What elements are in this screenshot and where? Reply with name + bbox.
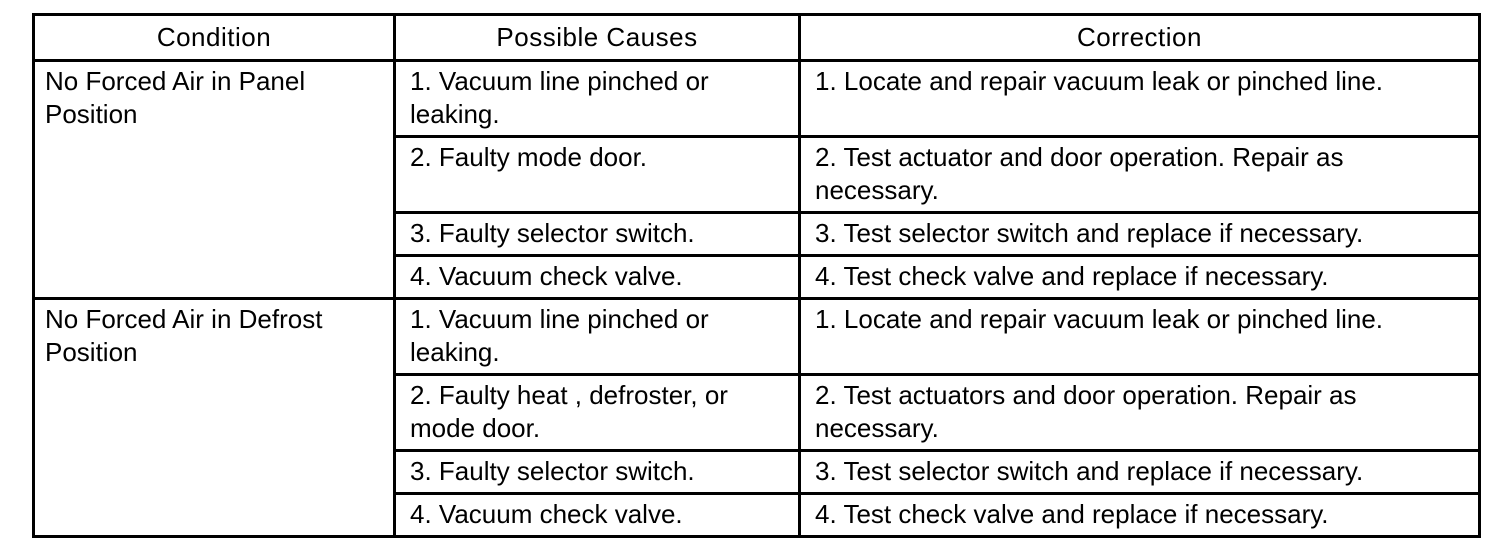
correction-text: 2. Test actuators and door operation. Repair as necessary. (815, 380, 1357, 443)
cause-text: 3. Faulty selector switch. (410, 456, 695, 486)
header-correction: Correction (800, 15, 1480, 61)
cause-text: 2. Faulty mode door. (410, 142, 648, 172)
correction-cell (800, 494, 1480, 537)
cause-text: 2. Faulty heat , defroster, or mode door. (410, 380, 728, 443)
correction-cell (800, 256, 1480, 299)
condition-cell (34, 299, 395, 537)
cause-cell (395, 213, 800, 256)
cause-cell (395, 256, 800, 299)
cause-cell (395, 137, 800, 213)
correction-cell (800, 61, 1480, 137)
cause-text: 1. Vacuum line pinched or leaking. (410, 304, 709, 367)
condition-text: No Forced Air in Panel Position (45, 66, 306, 129)
correction-text: 1. Locate and repair vacuum leak or pinched line. (815, 304, 1384, 334)
header-row (34, 15, 1480, 61)
diagnosis-table (32, 13, 1481, 538)
cause-text: 4. Vacuum check valve. (410, 261, 683, 291)
correction-cell (800, 137, 1480, 213)
header-possible-causes: Possible Causes (395, 15, 800, 61)
correction-cell (800, 299, 1480, 375)
table-row (34, 299, 1480, 375)
correction-text: 2. Test actuator and door operation. Repair as necessary. (815, 142, 1344, 205)
correction-text: 4. Test check valve and replace if necessary. (815, 261, 1329, 291)
cause-cell (395, 375, 800, 451)
header-condition: Condition (34, 15, 395, 61)
correction-text: 1. Locate and repair vacuum leak or pinched line. (815, 66, 1384, 96)
condition-cell (34, 61, 395, 299)
correction-cell (800, 213, 1480, 256)
correction-text: 3. Test selector switch and replace if necessary. (815, 218, 1364, 248)
table-row (34, 61, 1480, 137)
cause-cell (395, 451, 800, 494)
condition-text: No Forced Air in Defrost Position (45, 304, 323, 367)
cause-text: 1. Vacuum line pinched or leaking. (410, 66, 709, 129)
cause-cell (395, 494, 800, 537)
cause-text: 3. Faulty selector switch. (410, 218, 695, 248)
cause-cell (395, 299, 800, 375)
correction-text: 4. Test check valve and replace if necessary. (815, 499, 1329, 529)
correction-cell (800, 375, 1480, 451)
cause-text: 4. Vacuum check valve. (410, 499, 683, 529)
cause-cell (395, 61, 800, 137)
correction-text: 3. Test selector switch and replace if necessary. (815, 456, 1364, 486)
correction-cell (800, 451, 1480, 494)
